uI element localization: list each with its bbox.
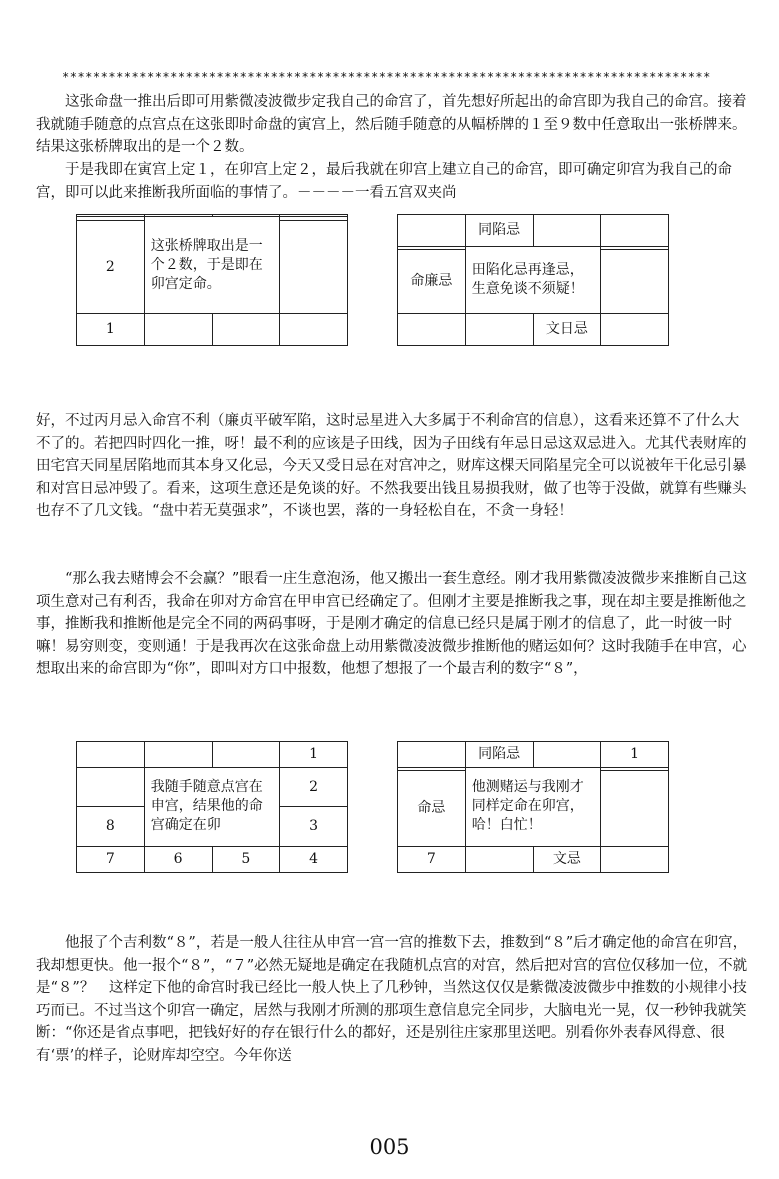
palace-number: 5 [212, 847, 280, 873]
palace-chart-4 [397, 741, 669, 873]
palace-yin-number: 1 [77, 314, 145, 346]
cell [533, 742, 601, 768]
palace-label: 文忌 [533, 847, 601, 873]
cell [77, 742, 145, 768]
cell [601, 771, 669, 847]
separator-stars: ************************************************************************************ [62, 70, 711, 84]
cell [601, 314, 669, 346]
paragraph-5: 他报了个吉利数“８”，若是一般人往往从申宫一宫一宫的推数下去，推数到“８”后才确定他的命宫在卯宫，我却想更快。他一报个“８”，“７”必然无疑地是确定在我随机点宫的对宫，然后把对宫的宫位仅移加一位，不就是“８”？ 这样定下他的命宫时我已经比一般人快上了几秒钟，当然这仅仅是紫微凌波微步中推数的小规律小技巧而已。不过当这个卯宫一确定，居然与我刚才所测的那项生意信息完全同步，大脑电光一晃，仅一秒钟我就笑断：“你还是省点事吧，把钱好好的存在银行什么的都好，还是别往庄家那里送吧。别看你外表春风得意、很有‘票’的样子，论财库却空空。今年你送 [36, 935, 748, 1064]
cell [398, 742, 466, 768]
cell [398, 215, 466, 247]
cell [465, 847, 533, 873]
palace-label: 命廉忌 [398, 249, 466, 314]
palace-label: 同陷忌 [465, 215, 533, 247]
paragraph-4: “那么我去赌博会不会赢？”眼看一庄生意泡汤，他又搬出一套生意经。刚才我用紫微凌波微步来推断自己这项生意对己有利否，我命在卯对方命宫在甲申宫已经确定了。但刚才主要是推断我之事，现在却主要是推断他之事，推断我和推断他是完全不同的两码事呀，于是刚才确定的信息已经只是属于刚才的信息了，此一时彼一时嘛！易穷则变，变则通！于是我再次在这张命盘上动用紫微凌波微步推断他的赌运如何？这时我随手在申宫，心想取出来的命宫即为“你”，即叫对方口中报数，他想了想报了一个最吉利的数字“８”， [36, 571, 747, 677]
cell [212, 742, 280, 768]
cell [144, 742, 212, 768]
cell [601, 847, 669, 873]
cell [601, 249, 669, 314]
page-number: 005 [369, 1135, 410, 1159]
chart-center-note: 这张桥牌取出是一个２数，于是即在卯宫定命。 [144, 216, 280, 314]
palace-number: 8 [77, 807, 145, 847]
palace-chart-3 [76, 741, 348, 873]
palace-number: 7 [398, 847, 466, 873]
palace-label: 命忌 [398, 771, 466, 847]
paragraph-3: 好，不过丙月忌入命宫不利（廉贞平破军陷，这时忌星进入大多属于不利命宫的信息），这看来还算不了什么大不了的。若把四时四化一推，呀！最不利的应该是子田线，因为子田线有年忌日忌这双忌进入。尤其代表财库的田宅宫天同星居陷地而其本身又化忌，今天又受日忌在对宫冲之，财库这棵天同陷星完全可以说被年干化忌引暴和对宫日忌冲毁了。看来，这项生意还是免谈的好。不然我要出钱且易损我财，做了也等于没做，就算有些赚头也存不了几文钱。“盘中若无莫强求”，不谈也罢，落的一身轻松自在，不贪一身轻！ [36, 413, 747, 519]
cell [280, 314, 348, 346]
palace-number: 4 [280, 847, 348, 873]
palace-label: 文日忌 [533, 314, 601, 346]
palace-number: 6 [144, 847, 212, 873]
cell [533, 215, 601, 247]
palace-label: 同陷忌 [465, 742, 533, 768]
cell [601, 215, 669, 247]
palace-mao-number: 2 [77, 221, 145, 314]
palace-number: 7 [77, 847, 145, 873]
cell [465, 314, 533, 346]
palace-number: 3 [280, 807, 348, 847]
cell [212, 314, 280, 346]
cell [280, 221, 348, 314]
cell [144, 314, 212, 346]
chart-center-note: 田陷化忌再逢忌，生意免谈不须疑！ [465, 246, 601, 314]
paragraph-2: 于是我即在寅宫上定１，在卯宫上定２，最后我就在卯宫上建立自己的命宫，即可确定卯宫为我自己的命宫，即可以此来推断我所面临的事情了。－－－－一看五宫双夹尚 [36, 162, 732, 201]
palace-number: 1 [280, 742, 348, 768]
palace-number: 2 [280, 767, 348, 807]
paragraph-1: 这张命盘一推出后即可用紫微凌波微步定我自己的命宫了，首先想好所起出的命宫即为我自己的命宫。接着我就随手随意的点宫点在这张即时命盘的寅宫上，然后随手随意的从幅桥牌的１至９数中任意取出一张桥牌来。结果这张桥牌取出的是一个２数。 [36, 94, 747, 155]
chart-center-note: 我随手随意点宫在申宫，结果他的命宫确定在卯 [144, 767, 280, 847]
palace-chart-2 [397, 214, 669, 346]
cell [77, 767, 145, 807]
cell [398, 314, 466, 346]
palace-number: 1 [601, 742, 669, 768]
palace-chart-1 [76, 214, 348, 346]
chart-center-note: 他测赌运与我刚才同样定命在卯宫，哈！白忙！ [465, 767, 601, 847]
